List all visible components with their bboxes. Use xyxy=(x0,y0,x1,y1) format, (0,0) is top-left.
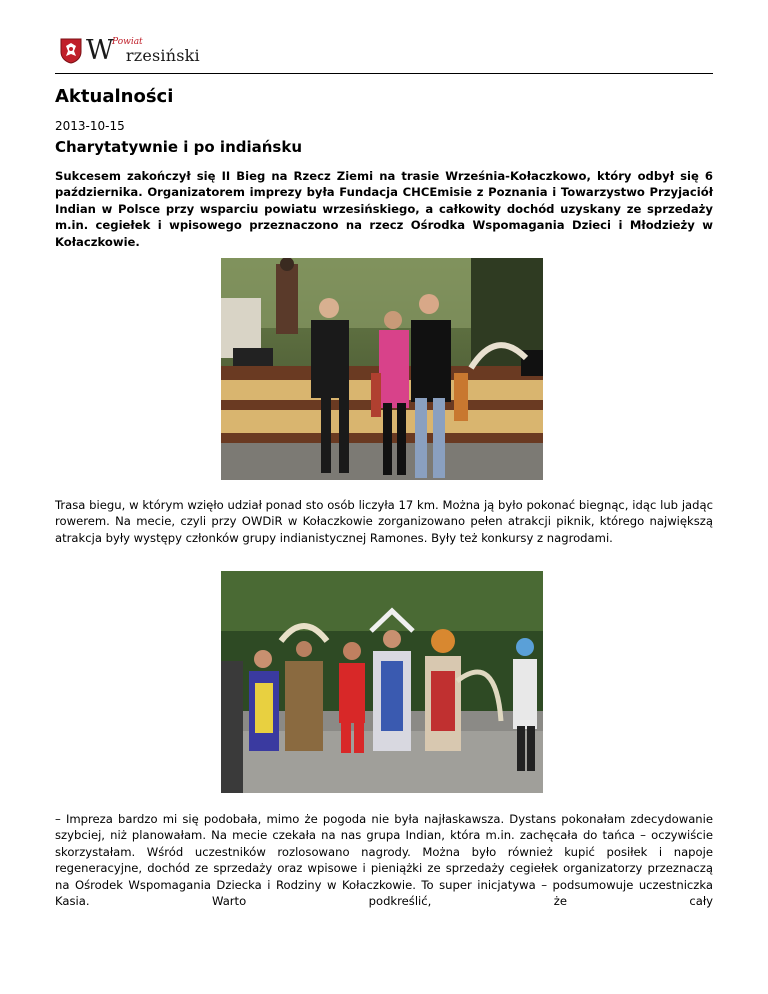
site-logo[interactable] xyxy=(60,35,200,66)
article-paragraph-2: – Impreza bardzo mi się podobała, mimo że pogoda nie była najłaskawsza. Dystans pokonałam zdecydowanie szybciej, niż planowałam. Na mecie czekała na nas grupa Indian, która m.in. zachęcała do tańca – oczywiście skorzystałam. Wśród uczestników rozlosowano nagrody. Można było również kupić posiłek i napoje regeneracyjne, dochód ze sprzedaży oraz wpisowe i pieniążki ze sprzedaży cegiełek organizatorzy przeznaczą na Ośrodek Wspomagania Dziecka i Rodziny w Kołaczkowie. To super inicjatywa – podsumowuje uczestniczka Kasia. Warto podkreślić, że cały xyxy=(55,812,713,909)
section-title: Aktualności xyxy=(55,86,174,107)
article-date: 2013-10-15 xyxy=(55,119,125,133)
coat-of-arms-icon xyxy=(60,38,82,64)
article-paragraph-1: Trasa biegu, w którym wzięło udział ponad sto osób liczyła 17 km. Można ją było pokonać biegnąc, idąc lub jadąc rowerem. Na mecie, czyli przy OWDiR w Kołaczkowie zorganizowano pełen atrakcji piknik, którego największą atrakcja były występy członków grupy indianistycznej Ramones. Były też konkursy z nagrodami. xyxy=(55,498,713,545)
article-photo-dancers[interactable] xyxy=(221,571,543,793)
logo-small-text: Powiat xyxy=(112,37,143,47)
article-photo-stage[interactable] xyxy=(221,258,543,480)
logo-wordmark xyxy=(86,35,200,66)
article-lead: Sukcesem zakończył się II Bieg na Rzecz Ziemi na trasie Września-Kołaczkowo, który odbył się 6 października. Organizatorem imprezy była Fundacja CHCEmisie z Poznania i Towarzystwo Przyjaciół Indian w Polsce przy wsparciu powiatu wrzesińskiego, a całkowity dochód uzyskany ze sprzedaży m.in. cegiełek i wpisowego przeznaczono na rzecz Ośrodka Wspomagania Dzieci i Młodzieży w Kołaczkowie. xyxy=(55,169,713,249)
article-title: Charytatywnie i po indiańsku xyxy=(55,138,303,156)
logo-initial: W xyxy=(86,35,114,66)
logo-main-text: rzesiński xyxy=(110,46,200,65)
page-header xyxy=(55,30,713,74)
